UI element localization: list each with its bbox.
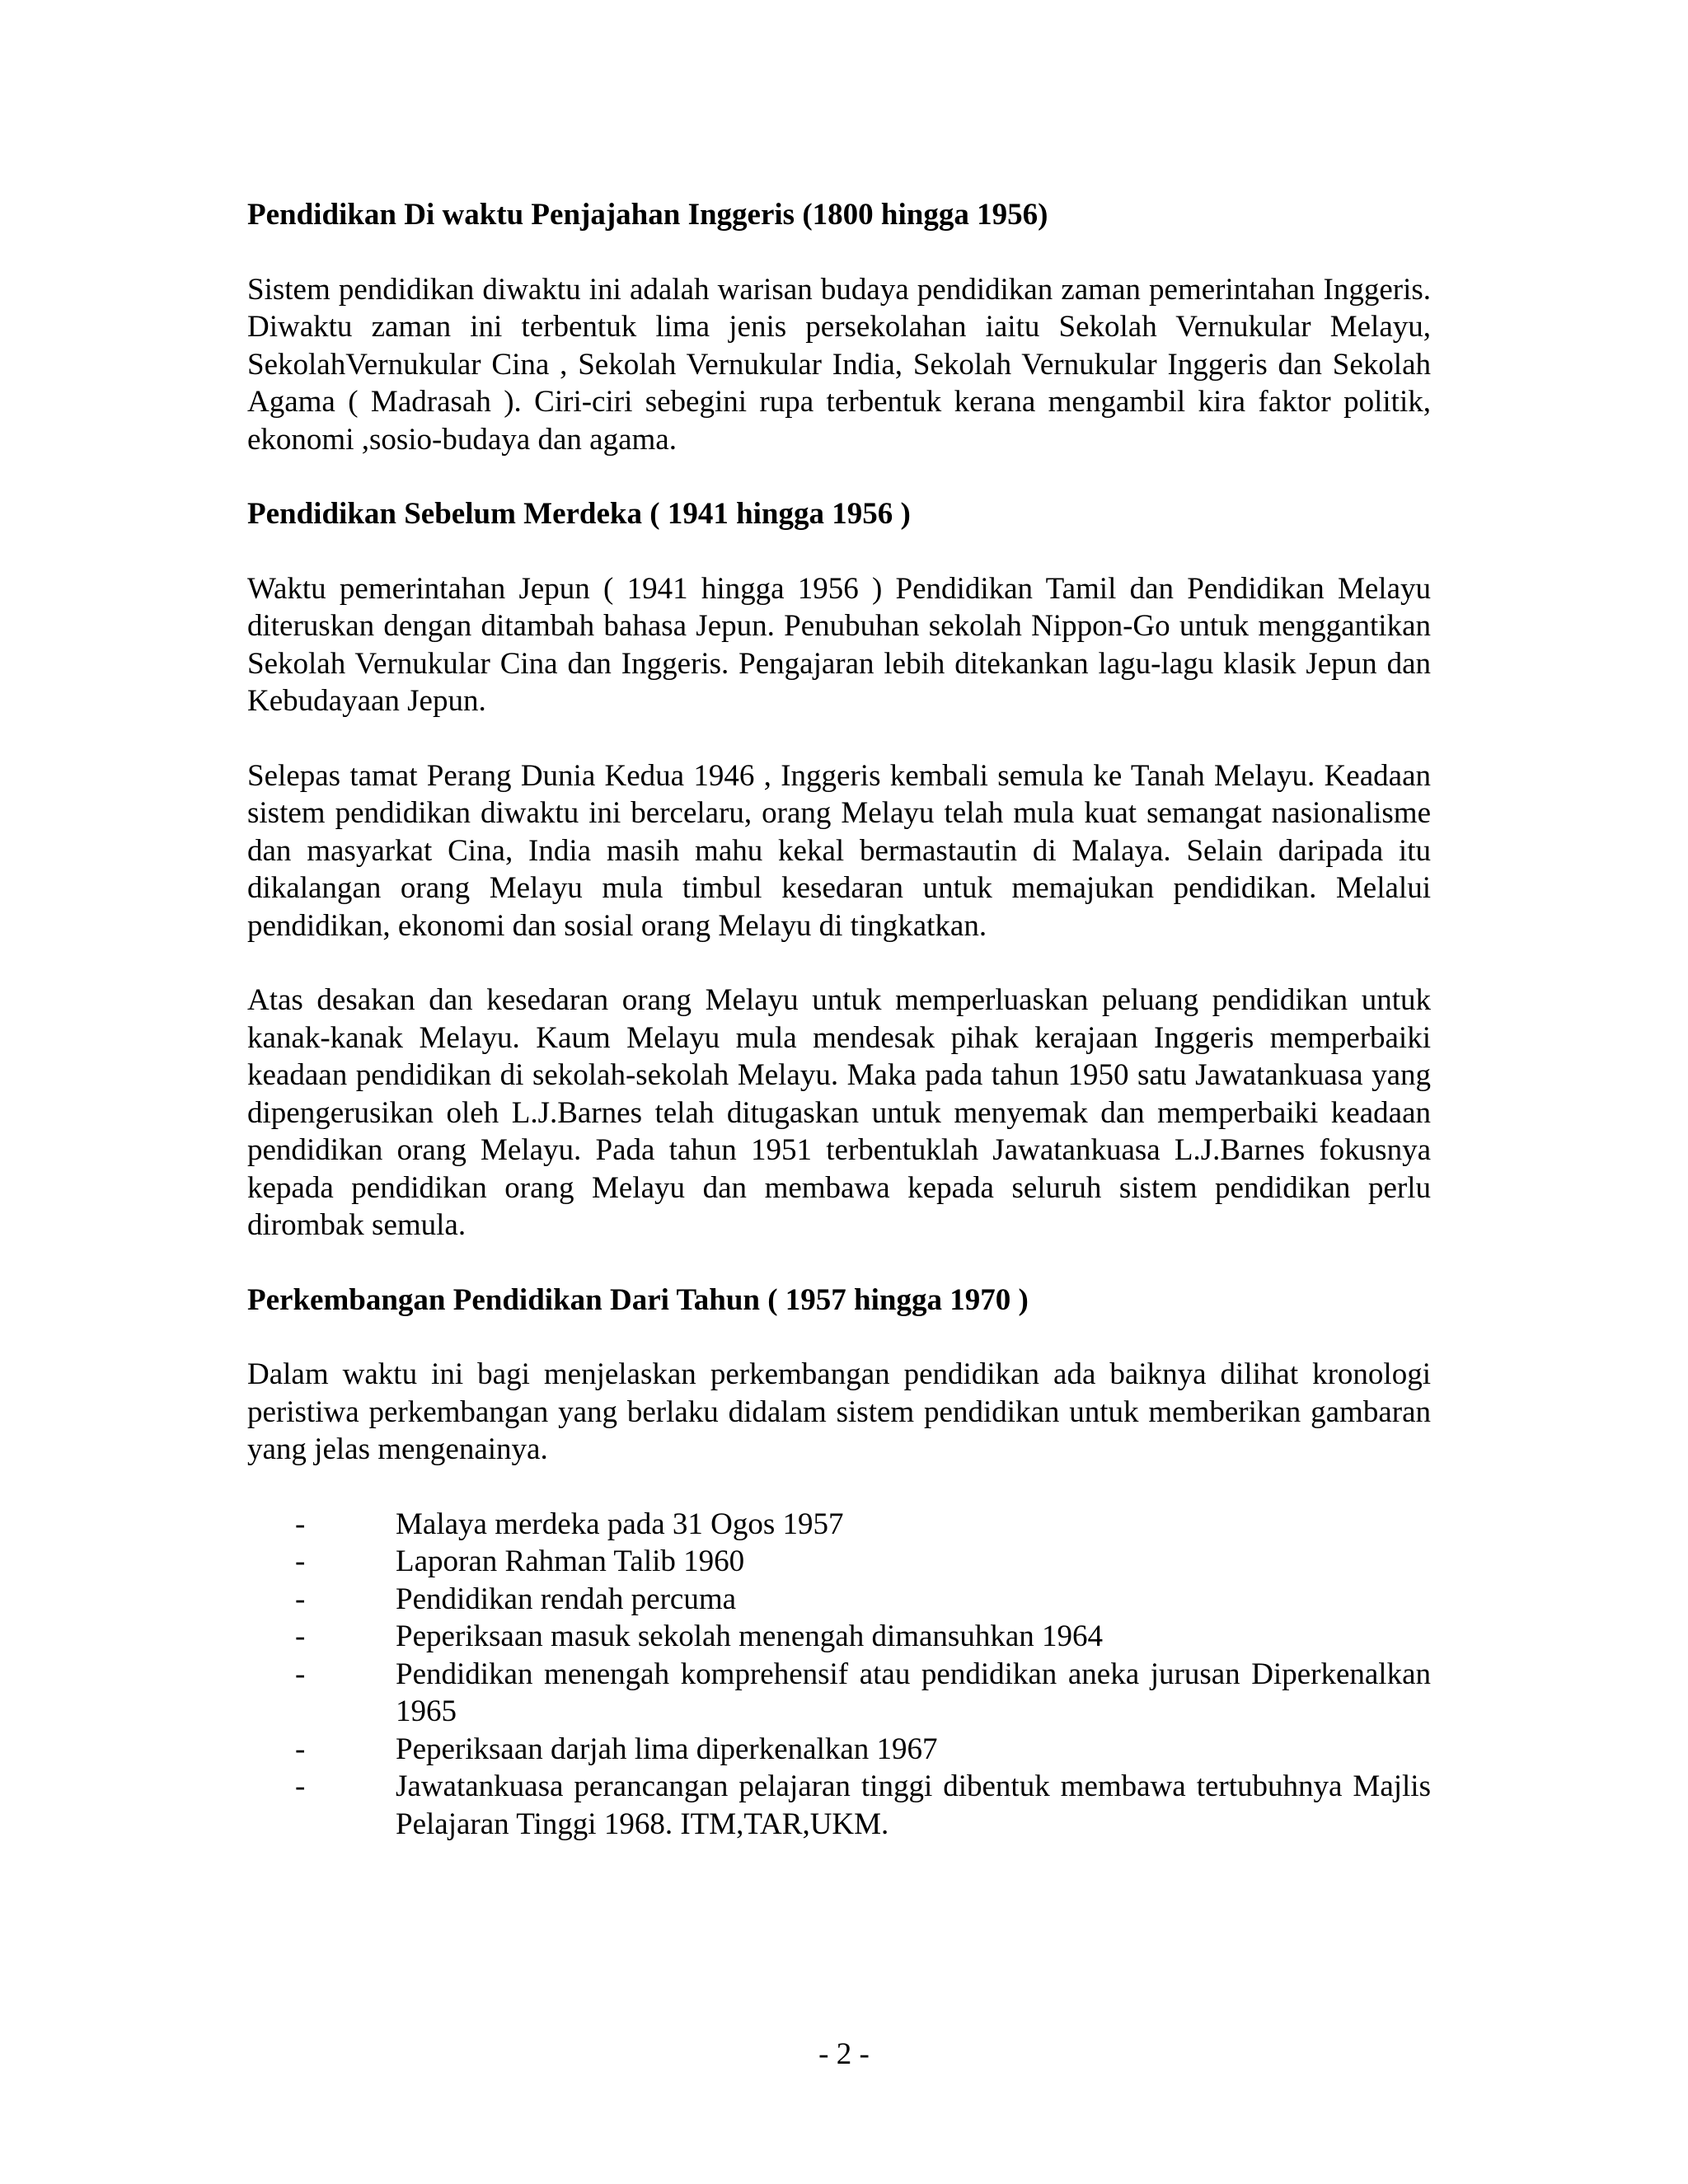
heading-sebelum-merdeka: Pendidikan Sebelum Merdeka ( 1941 hingga 1956 ) <box>247 497 911 531</box>
paragraph-pemerintahan-jepun: Waktu pemerintahan Jepun ( 1941 hingga 1956 ) Pendidikan Tamil dan Pendidikan Melayu diteruskan dengan ditambah bahasa Jepun. Penubuhan sekolah Nippon-Go untuk menggantikan Sekolah Vernukular Cina dan Inggeris. Pengajaran lebih ditekankan lagu-lagu klasik Jepun dan Kebudayaan Jepun. <box>247 571 1431 718</box>
list-item <box>247 1618 1431 1656</box>
list-item-text: Peperiksaan masuk sekolah menengah dimansuhkan 1964 <box>396 1619 1103 1653</box>
list-item-text: Jawatankuasa perancangan pelajaran tinggi dibentuk membawa tertubuhnya Majlis Pelajaran Tinggi 1968. ITM,TAR,UKM. <box>396 1769 1431 1841</box>
list-item <box>247 1731 1431 1769</box>
page-number: - 2 - <box>818 2037 870 2071</box>
list-item <box>247 1768 1431 1843</box>
paragraph-kronologi-intro: Dalam waktu ini bagi menjelaskan perkembangan pendidikan ada baiknya dilihat kronologi peristiwa perkembangan yang berlaku didalam sistem pendidikan untuk memberikan gambaran yang jelas mengenainya. <box>247 1357 1431 1466</box>
list-item <box>247 1543 1431 1581</box>
list-dash: - <box>295 1769 306 1803</box>
heading-perkembangan-pendidikan: Perkembangan Pendidikan Dari Tahun ( 1957 hingga 1970 ) <box>247 1282 1029 1317</box>
list-item <box>247 1581 1431 1619</box>
chronology-list <box>247 1506 1431 1844</box>
list-dash: - <box>295 1619 306 1653</box>
page-content <box>247 196 1431 1843</box>
list-item <box>247 1506 1431 1544</box>
paragraph-perang-dunia-kedua: Selepas tamat Perang Dunia Kedua 1946 , Inggeris kembali semula ke Tanah Melayu. Keadaan sistem pendidikan diwaktu ini bercelaru, orang Melayu telah mula kuat semangat nasionalisme dan masyarkat Cina, India masih mahu kekal bermastautin di Malaya. Selain daripada itu dikalangan orang Melayu mula timbul kesedaran untuk memajukan pendidikan. Melalui pendidikan, ekonomi dan sosial orang Melayu di tingkatkan. <box>247 758 1431 943</box>
paragraph-desakan-melayu: Atas desakan dan kesedaran orang Melayu untuk memperluaskan peluang pendidikan untuk kanak-kanak Melayu. Kaum Melayu mula mendesak pihak kerajaan Inggeris memperbaiki keadaan pendidikan di sekolah-sekolah Melayu. Maka pada tahun 1950 satu Jawatankuasa yang dipengerusikan oleh L.J.Barnes telah ditugaskan untuk menyemak dan memperbaiki keadaan pendidikan orang Melayu. Pada tahun 1951 terbentuklah Jawatankuasa L.J.Barnes fokusnya kepada pendidikan orang Melayu dan membawa kepada seluruh sistem pendidikan perlu dirombak semula. <box>247 983 1431 1242</box>
list-item-text: Peperiksaan darjah lima diperkenalkan 1967 <box>396 1732 938 1766</box>
list-item <box>247 1656 1431 1731</box>
heading-penjajahan-inggeris: Pendidikan Di waktu Penjajahan Inggeris (1800 hingga 1956) <box>247 198 1048 232</box>
paragraph-sistem-pendidikan: Sistem pendidikan diwaktu ini adalah warisan budaya pendidikan zaman pemerintahan Inggeris. Diwaktu zaman ini terbentuk lima jenis persekolahan iaitu Sekolah Vernukular Melayu, SekolahVernukular Cina , Sekolah Vernukular India, Sekolah Vernukular Inggeris dan Sekolah Agama ( Madrasah ). Ciri-ciri sebegini rupa terbentuk kerana mengambil kira faktor politik, ekonomi ,sosio-budaya dan agama. <box>247 272 1431 457</box>
list-item-text: Pendidikan rendah percuma <box>396 1582 737 1616</box>
list-dash: - <box>295 1544 306 1578</box>
list-item-text: Laporan Rahman Talib 1960 <box>396 1544 745 1578</box>
list-item-text: Pendidikan menengah komprehensif atau pendidikan aneka jurusan Diperkenalkan 1965 <box>396 1657 1431 1728</box>
list-dash: - <box>295 1507 306 1541</box>
list-dash: - <box>295 1582 306 1616</box>
list-dash: - <box>295 1657 306 1691</box>
list-item-text: Malaya merdeka pada 31 Ogos 1957 <box>396 1507 844 1541</box>
list-dash: - <box>295 1732 306 1766</box>
